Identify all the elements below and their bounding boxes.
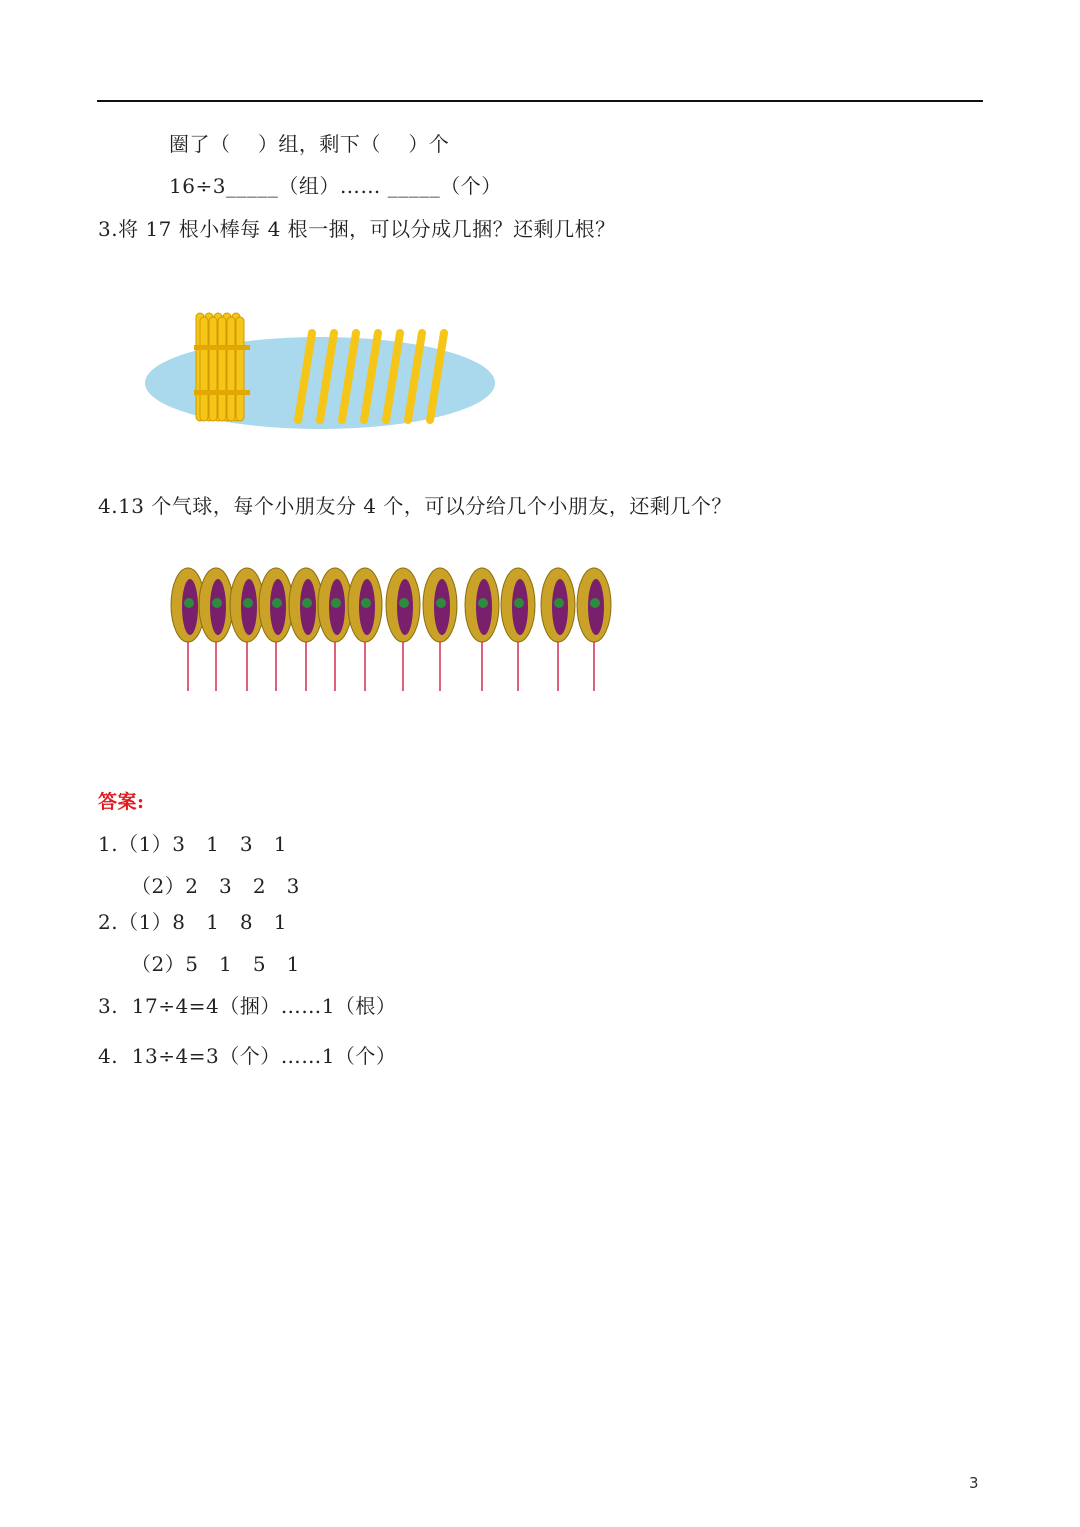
balloon	[577, 568, 611, 691]
answer-4: 4. 13÷4=3（个）……1（个）	[98, 1044, 397, 1068]
balloon	[318, 568, 352, 691]
bundled-stick	[209, 317, 217, 421]
answer-2-1: 2.（1）8 1 8 1	[98, 910, 287, 934]
balloon	[259, 568, 293, 691]
balloon	[465, 568, 499, 691]
answers-title: 答案:	[98, 791, 145, 813]
balloon	[230, 568, 264, 691]
page-number: 3	[969, 1474, 979, 1492]
answer-3: 3. 17÷4=4（捆）……1（根）	[98, 994, 397, 1018]
stick-bundle	[194, 313, 250, 421]
balloon	[386, 568, 420, 691]
question-3: 3.将 17 根小棒每 4 根一捆，可以分成几捆？还剩几根？	[98, 217, 616, 241]
bundled-stick	[227, 317, 235, 421]
balloon	[199, 568, 233, 691]
answer-1-2: （2）2 3 2 3	[131, 874, 300, 898]
balloon	[423, 568, 457, 691]
balloon	[541, 568, 575, 691]
bundled-stick	[200, 317, 208, 421]
answer-1-1: 1.（1）3 1 3 1	[98, 832, 287, 856]
balloons-illustration	[168, 563, 620, 698]
balloon	[171, 568, 205, 691]
bundled-stick	[236, 317, 244, 421]
bundle-band	[194, 345, 250, 350]
balloon	[348, 568, 382, 691]
sticks-illustration	[130, 295, 512, 457]
header-rule	[97, 100, 983, 102]
division-blank-line: 16÷3_____（组）…… _____（个）	[169, 174, 502, 198]
bundle-band	[194, 390, 250, 395]
answer-2-2: （2）5 1 5 1	[131, 952, 300, 976]
question-4: 4.13 个气球，每个小朋友分 4 个，可以分给几个小朋友，还剩几个？	[98, 494, 732, 518]
balloon	[289, 568, 323, 691]
bundled-stick	[218, 317, 226, 421]
balloon	[501, 568, 535, 691]
blank-groups-line: 圈了（ ）组，剩下（ ）个	[169, 132, 450, 156]
